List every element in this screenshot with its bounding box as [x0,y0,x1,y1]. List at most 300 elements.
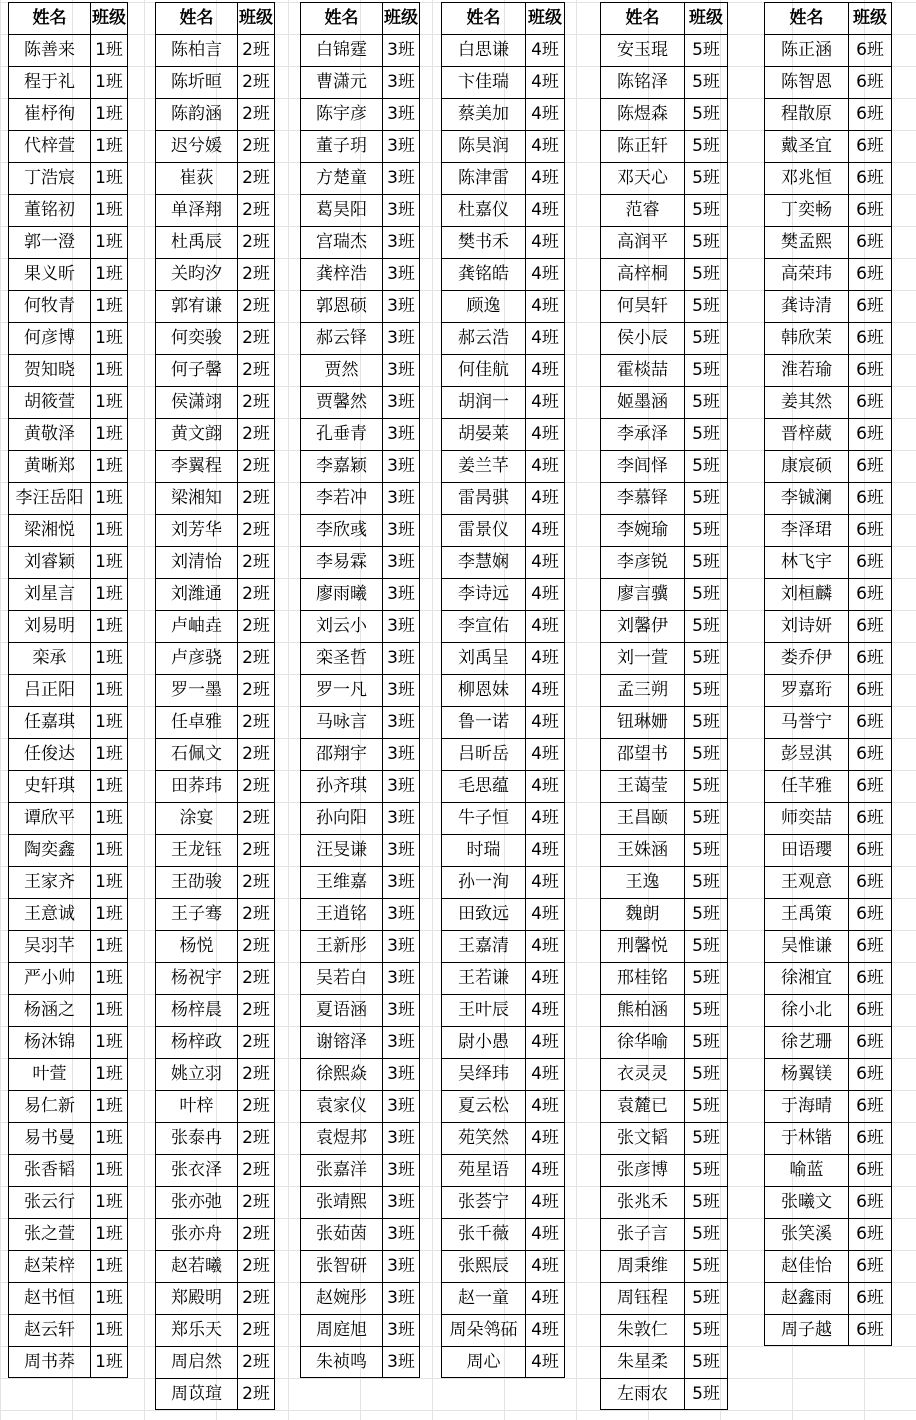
student-class: 1班 [90,674,128,706]
student-name: 栾圣哲 [300,642,382,674]
student-name: 赵一童 [441,1282,525,1314]
student-name: 刑馨悦 [600,930,684,962]
student-class: 4班 [525,866,565,898]
student-class: 2班 [237,1282,275,1314]
student-class: 3班 [382,194,420,226]
student-class: 4班 [525,610,565,642]
student-class: 5班 [684,1186,728,1218]
student-name: 石佩文 [155,738,237,770]
student-name: 邓兆恒 [764,162,848,194]
student-class: 4班 [525,1026,565,1058]
student-name: 廖言骥 [600,578,684,610]
student-name: 杨沐锦 [8,1026,90,1058]
student-name: 刘诗妍 [764,610,848,642]
student-name: 徐小北 [764,994,848,1026]
student-name: 王家齐 [8,866,90,898]
student-name: 何奕骏 [155,322,237,354]
student-name: 叶萱 [8,1058,90,1090]
student-class: 6班 [848,162,892,194]
student-name: 衣灵灵 [600,1058,684,1090]
student-name: 陈正轩 [600,130,684,162]
student-name: 李泽珺 [764,514,848,546]
student-name: 杨梓晨 [155,994,237,1026]
student-name: 王维嘉 [300,866,382,898]
student-name: 王叶辰 [441,994,525,1026]
student-class: 1班 [90,418,128,450]
student-name: 陈津雷 [441,162,525,194]
student-class: 4班 [525,162,565,194]
student-name: 李宣佑 [441,610,525,642]
student-name: 李承泽 [600,418,684,450]
student-class: 2班 [237,898,275,930]
student-name: 果义昕 [8,258,90,290]
student-name: 陈韵涵 [155,98,237,130]
student-class: 1班 [90,994,128,1026]
student-class: 3班 [382,1058,420,1090]
student-class: 4班 [525,1186,565,1218]
student-name: 张嘉洋 [300,1154,382,1186]
class-table-5 [600,2,728,1410]
student-class: 5班 [684,706,728,738]
student-name: 姚立羽 [155,1058,237,1090]
student-name: 罗一墨 [155,674,237,706]
student-name: 邵望书 [600,738,684,770]
student-class: 6班 [848,674,892,706]
student-class: 3班 [382,706,420,738]
student-class: 4班 [525,482,565,514]
student-class: 4班 [525,1282,565,1314]
student-class: 1班 [90,930,128,962]
student-class: 3班 [382,1186,420,1218]
header-class: 班级 [525,2,565,34]
student-class: 1班 [90,1250,128,1282]
student-name: 李婉瑜 [600,514,684,546]
student-name: 张曦文 [764,1186,848,1218]
student-name: 李铖澜 [764,482,848,514]
student-name: 李欣彧 [300,514,382,546]
student-class: 5班 [684,770,728,802]
student-class: 1班 [90,482,128,514]
student-class: 5班 [684,1122,728,1154]
student-name: 雷景仪 [441,514,525,546]
student-name: 陈圻晅 [155,66,237,98]
student-class: 5班 [684,866,728,898]
student-name: 吴羽芊 [8,930,90,962]
student-name: 杜禹辰 [155,226,237,258]
student-name: 吴绎玮 [441,1058,525,1090]
student-class: 4班 [525,514,565,546]
student-class: 3班 [382,386,420,418]
student-name: 徐华喻 [600,1026,684,1058]
student-class: 3班 [382,98,420,130]
student-class: 6班 [848,258,892,290]
header-name: 姓名 [155,2,237,34]
student-class: 4班 [525,1218,565,1250]
student-name: 胡筱萱 [8,386,90,418]
student-class: 5班 [684,386,728,418]
student-name: 何牧青 [8,290,90,322]
student-name: 刘桓麟 [764,578,848,610]
student-class: 6班 [848,1154,892,1186]
student-name: 朱祯鸣 [300,1346,382,1378]
student-name: 董铭初 [8,194,90,226]
student-name: 陈昊润 [441,130,525,162]
student-class: 1班 [90,642,128,674]
student-class: 1班 [90,1314,128,1346]
student-class: 2班 [237,482,275,514]
student-class: 6班 [848,706,892,738]
student-name: 刘潍通 [155,578,237,610]
student-name: 赵鑫雨 [764,1282,848,1314]
class-table-4 [441,2,565,1378]
student-class: 5班 [684,1378,728,1410]
student-class: 4班 [525,1250,565,1282]
student-class: 2班 [237,706,275,738]
student-name: 姬墨涵 [600,386,684,418]
student-class: 6班 [848,1026,892,1058]
student-name: 时瑞 [441,834,525,866]
student-class: 4班 [525,258,565,290]
student-class: 3班 [382,642,420,674]
student-name: 周启然 [155,1346,237,1378]
student-class: 5班 [684,1058,728,1090]
student-name: 张子言 [600,1218,684,1250]
student-name: 贾然 [300,354,382,386]
student-class: 5班 [684,738,728,770]
student-name: 史轩琪 [8,770,90,802]
student-name: 任嘉琪 [8,706,90,738]
student-name: 陈善来 [8,34,90,66]
student-name: 杨祝宇 [155,962,237,994]
student-class: 1班 [90,706,128,738]
student-class: 6班 [848,98,892,130]
student-class: 2班 [237,258,275,290]
student-name: 刘芳华 [155,514,237,546]
student-class: 3班 [382,162,420,194]
student-class: 2班 [237,1026,275,1058]
class-table-2 [155,2,275,1410]
student-class: 6班 [848,1122,892,1154]
student-class: 4班 [525,1346,565,1378]
student-class: 2班 [237,930,275,962]
student-class: 5班 [684,1026,728,1058]
student-name: 娄乔伊 [764,642,848,674]
student-name: 白锦霆 [300,34,382,66]
student-class: 1班 [90,1186,128,1218]
student-name: 黄文翧 [155,418,237,450]
header-class: 班级 [90,2,128,34]
student-class: 2班 [237,194,275,226]
student-name: 晋梓葳 [764,418,848,450]
student-name: 宫瑞杰 [300,226,382,258]
student-class: 3班 [382,1122,420,1154]
student-name: 白思谦 [441,34,525,66]
student-name: 周子越 [764,1314,848,1346]
student-class: 2班 [237,866,275,898]
student-class: 2班 [237,322,275,354]
student-name: 于海晴 [764,1090,848,1122]
student-name: 张香韬 [8,1154,90,1186]
student-class: 4班 [525,1314,565,1346]
student-name: 王逸 [600,866,684,898]
student-name: 刘星言 [8,578,90,610]
student-class: 1班 [90,322,128,354]
student-name: 顾逸 [441,290,525,322]
student-class: 2班 [237,514,275,546]
student-name: 霍棪喆 [600,354,684,386]
student-name: 康宸硕 [764,450,848,482]
student-name: 谭欣平 [8,802,90,834]
student-name: 朱星柔 [600,1346,684,1378]
student-name: 于林锴 [764,1122,848,1154]
student-name: 赵婉彤 [300,1282,382,1314]
student-name: 程于礼 [8,66,90,98]
student-class: 4班 [525,290,565,322]
student-name: 吕昕岳 [441,738,525,770]
student-class: 5班 [684,418,728,450]
student-class: 5班 [684,962,728,994]
student-class: 4班 [525,962,565,994]
student-class: 3班 [382,354,420,386]
student-class: 5班 [684,482,728,514]
student-name: 韩欣茉 [764,322,848,354]
student-class: 2班 [237,1378,275,1410]
student-name: 贾馨然 [300,386,382,418]
student-class: 1班 [90,962,128,994]
student-class: 6班 [848,290,892,322]
student-name: 王意诚 [8,898,90,930]
student-name: 张衣泽 [155,1154,237,1186]
student-class: 6班 [848,834,892,866]
student-name: 黄晰郑 [8,450,90,482]
student-class: 6班 [848,130,892,162]
student-name: 李易霖 [300,546,382,578]
header-class: 班级 [848,2,892,34]
student-class: 2班 [237,354,275,386]
student-name: 卞佳瑞 [441,66,525,98]
student-name: 张千薇 [441,1218,525,1250]
header-name: 姓名 [300,2,382,34]
student-name: 陈智恩 [764,66,848,98]
student-class: 3班 [382,578,420,610]
student-name: 谢镕泽 [300,1026,382,1058]
student-class: 5班 [684,162,728,194]
student-name: 赵茉梓 [8,1250,90,1282]
student-name: 孔垂青 [300,418,382,450]
student-name: 苑星语 [441,1154,525,1186]
student-name: 杨悦 [155,930,237,962]
student-class: 5班 [684,898,728,930]
student-class: 5班 [684,1314,728,1346]
student-class: 5班 [684,322,728,354]
student-name: 高荣玮 [764,258,848,290]
student-name: 涂宴 [155,802,237,834]
student-class: 2班 [237,1090,275,1122]
student-class: 5班 [684,258,728,290]
student-class: 1班 [90,290,128,322]
student-class: 1班 [90,738,128,770]
student-class: 6班 [848,610,892,642]
student-name: 梁湘悦 [8,514,90,546]
student-class: 2班 [237,34,275,66]
student-name: 汪旻谦 [300,834,382,866]
student-name: 丁奕畅 [764,194,848,226]
student-class: 3班 [382,34,420,66]
student-class: 4班 [525,354,565,386]
student-name: 严小帅 [8,962,90,994]
student-class: 3班 [382,130,420,162]
student-class: 3班 [382,898,420,930]
student-name: 左雨农 [600,1378,684,1410]
student-class: 3班 [382,1154,420,1186]
header-class: 班级 [684,2,728,34]
student-name: 龚铭皓 [441,258,525,290]
class-table-3 [300,2,420,1378]
student-name: 张兆禾 [600,1186,684,1218]
header-name: 姓名 [441,2,525,34]
student-class: 4班 [525,98,565,130]
student-name: 田致远 [441,898,525,930]
student-name: 刘禹呈 [441,642,525,674]
student-name: 张笑溪 [764,1218,848,1250]
student-name: 崔杼徇 [8,98,90,130]
student-class: 3班 [382,1346,420,1378]
student-class: 5班 [684,834,728,866]
student-class: 4班 [525,706,565,738]
student-name: 王昌颐 [600,802,684,834]
student-class: 1班 [90,130,128,162]
student-class: 5班 [684,354,728,386]
student-class: 4班 [525,770,565,802]
student-class: 1班 [90,1346,128,1378]
student-class: 5班 [684,578,728,610]
student-class: 3班 [382,546,420,578]
student-class: 4班 [525,450,565,482]
student-name: 袁家仪 [300,1090,382,1122]
student-name: 杨涵之 [8,994,90,1026]
student-name: 郭宥谦 [155,290,237,322]
student-class: 6班 [848,738,892,770]
student-class: 5班 [684,802,728,834]
student-name: 王劭骏 [155,866,237,898]
student-class: 2班 [237,226,275,258]
student-class: 1班 [90,1122,128,1154]
student-class: 1班 [90,194,128,226]
student-name: 张茹茵 [300,1218,382,1250]
student-class: 6班 [848,994,892,1026]
student-class: 6班 [848,1090,892,1122]
student-class: 5班 [684,34,728,66]
student-name: 徐湘宜 [764,962,848,994]
header-name: 姓名 [8,2,90,34]
student-class: 4班 [525,1058,565,1090]
student-name: 胡润一 [441,386,525,418]
student-class: 2班 [237,770,275,802]
student-class: 5班 [684,1282,728,1314]
student-name: 张泰冉 [155,1122,237,1154]
student-class: 6班 [848,482,892,514]
student-class: 6班 [848,1218,892,1250]
student-class: 3班 [382,290,420,322]
student-name: 张亦舟 [155,1218,237,1250]
student-class: 4班 [525,1154,565,1186]
student-class: 3班 [382,1282,420,1314]
student-name: 李慕铎 [600,482,684,514]
student-name: 樊孟熙 [764,226,848,258]
student-class: 4班 [525,834,565,866]
student-class: 4班 [525,66,565,98]
student-name: 王禹策 [764,898,848,930]
student-name: 侯小辰 [600,322,684,354]
student-name: 方楚童 [300,162,382,194]
student-class: 5班 [684,290,728,322]
student-class: 3班 [382,610,420,642]
student-class: 1班 [90,226,128,258]
student-class: 6班 [848,930,892,962]
student-class: 5班 [684,1346,728,1378]
student-name: 王观意 [764,866,848,898]
student-class: 2班 [237,386,275,418]
student-name: 贺知晓 [8,354,90,386]
student-name: 陈柏言 [155,34,237,66]
student-name: 袁煜邦 [300,1122,382,1154]
student-class: 6班 [848,866,892,898]
student-name: 代梓萱 [8,130,90,162]
student-name: 周朵鸰砳 [441,1314,525,1346]
header-name: 姓名 [600,2,684,34]
student-class: 4班 [525,898,565,930]
student-class: 2班 [237,162,275,194]
student-name: 郑殿明 [155,1282,237,1314]
student-name: 郭一澄 [8,226,90,258]
student-class: 6班 [848,546,892,578]
student-name: 孙向阳 [300,802,382,834]
student-name: 迟兮媛 [155,130,237,162]
student-name: 魏朗 [600,898,684,930]
student-class: 2班 [237,1346,275,1378]
student-name: 单泽翔 [155,194,237,226]
student-name: 吴惟谦 [764,930,848,962]
student-name: 龚诗清 [764,290,848,322]
student-class: 3班 [382,1250,420,1282]
student-class: 2班 [237,802,275,834]
student-name: 王若谦 [441,962,525,994]
student-name: 樊书禾 [441,226,525,258]
student-name: 姜兰芊 [441,450,525,482]
student-name: 任卓雅 [155,706,237,738]
student-name: 王新彤 [300,930,382,962]
student-class: 1班 [90,162,128,194]
student-name: 卢岫垚 [155,610,237,642]
student-class: 6班 [848,962,892,994]
student-name: 龚梓浩 [300,258,382,290]
student-class: 5班 [684,610,728,642]
student-name: 孙齐琪 [300,770,382,802]
student-name: 袁麓已 [600,1090,684,1122]
student-class: 6班 [848,322,892,354]
student-name: 邵翔宇 [300,738,382,770]
student-class: 6班 [848,1058,892,1090]
student-name: 姜其然 [764,386,848,418]
student-name: 刘睿颖 [8,546,90,578]
student-class: 2班 [237,610,275,642]
student-name: 李汪岳阳 [8,482,90,514]
student-class: 4班 [525,642,565,674]
student-name: 刘云小 [300,610,382,642]
student-name: 喻蓝 [764,1154,848,1186]
student-name: 马咏言 [300,706,382,738]
student-class: 3班 [382,450,420,482]
